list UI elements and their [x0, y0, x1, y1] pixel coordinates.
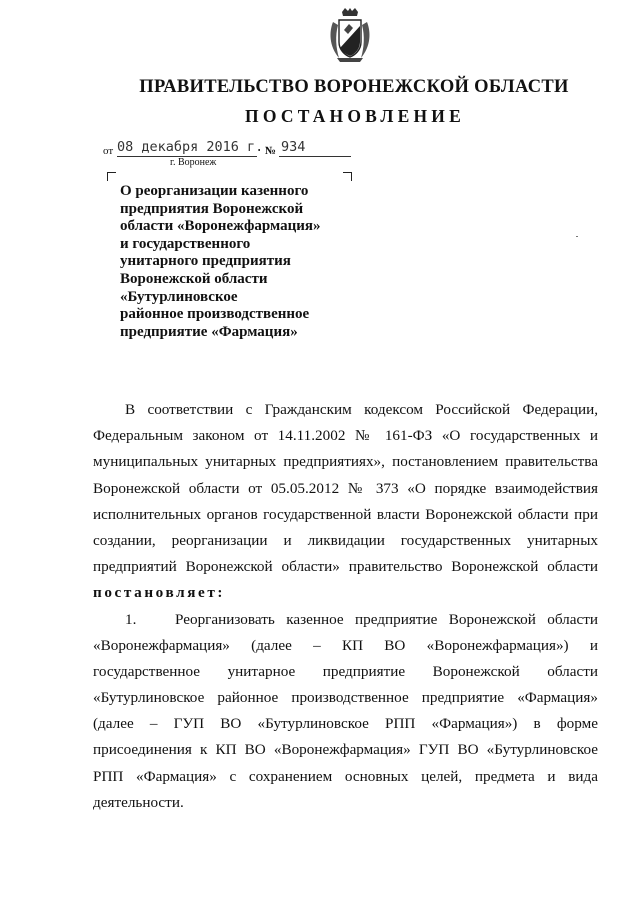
subject-line: унитарного предприятия — [120, 253, 291, 270]
preamble-line: исполнительных органов государственной власти Воронежской области при — [93, 505, 598, 523]
document-type: ПОСТАНОВЛЕНИЕ — [245, 106, 465, 126]
subject-line: «Бутурлиновское — [120, 288, 238, 305]
item-1-line: Реорганизовать казенное предприятие Воронежской области — [175, 610, 598, 628]
subject-line: Воронежской области — [120, 270, 268, 287]
subject-line: районное производственное — [120, 306, 310, 323]
decree-word: постановляет: — [93, 584, 226, 602]
scan-mark — [576, 236, 578, 237]
subject-line: О реорганизации казенного — [120, 183, 309, 199]
preamble-line: муниципальных унитарных предприятиях», постановлением правительства — [93, 453, 598, 471]
date-label: от — [103, 145, 114, 157]
city: г. Воронеж — [170, 157, 217, 168]
subject-corner-left — [107, 172, 116, 181]
number-label: № — [265, 145, 277, 157]
coat-of-arms-icon — [327, 8, 373, 64]
item-1-line: «Бутурлиновское районное производственное предприятие «Фармация» — [93, 689, 598, 707]
item-1-line: (далее – ГУП ВО «Бутурлиновское РПП «Фармация») в форме — [93, 715, 598, 733]
item-1-line: РПП «Фармация» с сохранением основных целей, предмета и вида — [93, 767, 598, 785]
item-1-line: деятельности. — [93, 793, 184, 811]
item-1-first-line — [93, 607, 598, 633]
document-number: 934 — [281, 139, 306, 155]
preamble-line: предприятий Воронежской области» правительство Воронежской области — [93, 558, 598, 576]
preamble-line: В соответствии с Гражданским кодексом Российской Федерации, — [125, 401, 598, 418]
document-subject — [120, 183, 360, 341]
preamble-line: создании, реорганизации и ликвидации государственных унитарных — [93, 531, 598, 549]
item-1-line: «Воронежфармация» (далее – КП ВО «Воронежфармация») и — [93, 636, 598, 654]
preamble-line: Федеральным законом от 14.11.2002 № 161-ФЗ «О государственных и — [93, 427, 598, 445]
number-underline — [279, 156, 351, 157]
document-body — [93, 397, 598, 816]
subject-line: предприятие «Фармация» — [120, 323, 298, 340]
item-1-line: государственное унитарное предприятие Воронежской области — [93, 662, 598, 680]
item-1-line: присоединения к КП ВО «Воронежфармация» ГУП ВО «Бутурлиновское — [93, 741, 598, 759]
date-number-row — [103, 139, 363, 159]
preamble-line: Воронежской области от 05.05.2012 № 373 «О порядке взаимодействия — [93, 479, 598, 497]
subject-line: и государственного — [120, 235, 251, 252]
subject-corner-right — [343, 172, 352, 181]
subject-line: предприятия Воронежской — [120, 200, 304, 217]
subject-line: области «Воронежфармация» — [120, 218, 321, 235]
government-title: ПРАВИТЕЛЬСТВО ВОРОНЕЖСКОЙ ОБЛАСТИ — [139, 77, 569, 97]
item-1-number: 1. — [125, 610, 137, 628]
document-date: 08 декабря 2016 г. — [117, 139, 264, 155]
